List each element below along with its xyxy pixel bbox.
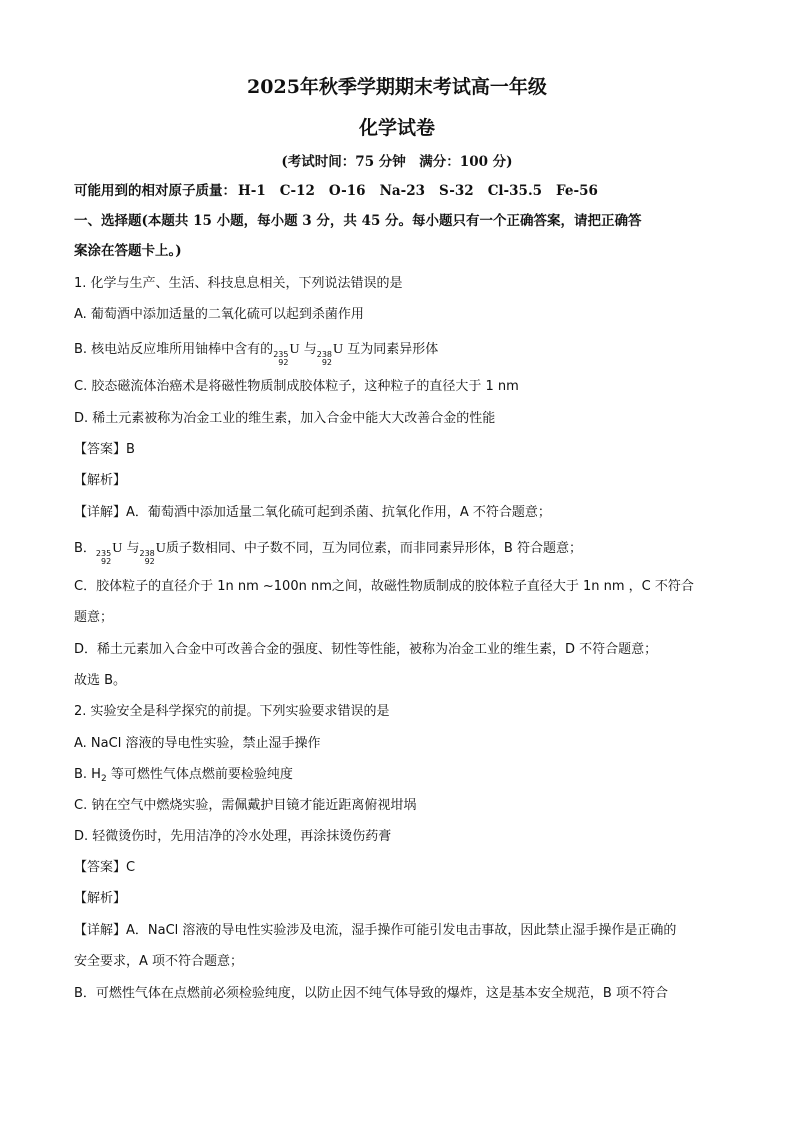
q1-option-b-text: 与 (303, 342, 317, 357)
q1-analysis-label: 【解析】 (74, 473, 127, 488)
atomic-mass-item: S-32 (439, 183, 474, 199)
q2-stem: 2. 实验安全是科学探究的前提。下列实验要求错误的是 (74, 704, 390, 719)
subscript: 2 (100, 774, 107, 784)
q2-detail-b: B．可燃性气体在点燃前必须检验纯度，以防止因不纯气体导致的爆炸，这是基本安全规范，B 项不符合 (74, 986, 668, 1001)
element-symbol: U (333, 342, 344, 357)
answer-value: C (126, 860, 136, 875)
element-symbol: U (155, 541, 166, 556)
atomic-mass-item: C-12 (279, 183, 315, 199)
atomic-mass-item: Na-23 (379, 183, 426, 199)
atomic-mass-item: O-16 (328, 183, 366, 199)
option-text: B. H (74, 767, 101, 782)
q2-option-c: C. 钠在空气中燃烧实验，需佩戴护目镜才能近距离俯视坩埚 (74, 798, 417, 813)
q1-detail-a (74, 504, 551, 522)
q1-answer (74, 441, 135, 459)
q2-option-b (74, 766, 293, 788)
atomic-mass-item: H-1 (238, 183, 266, 199)
element-symbol: U (112, 541, 123, 556)
atomic-number: 92 (321, 358, 333, 367)
q1-detail-d: D．稀土元素加入合金中可改善合金的强度、韧性等性能，被称为冶金工业的维生素，D 不符合题意； (74, 642, 658, 657)
exam-info: (考试时间：75 分钟 满分：100 分) (281, 154, 513, 170)
exam-title: 2025年秋季学期期末考试高一年级 (247, 76, 547, 98)
q1-option-b-text: B. 核电站反应堆所用铀棒中含有的 (74, 342, 274, 357)
nuclide-u238 (317, 341, 343, 367)
detail-text: B． (74, 541, 96, 556)
atomic-mass-line (74, 182, 612, 200)
option-text: 等可燃性气体点燃前要检验纯度 (106, 767, 293, 782)
answer-label: 【答案】 (74, 442, 127, 457)
detail-text: A．NaCl 溶液的导电性实验涉及电流，湿手操作可能引发电击事故，因此禁止湿手操作是正确的 (126, 923, 677, 938)
q1-option-a: A. 葡萄酒中添加适量的二氧化硫可以起到杀菌作用 (74, 307, 364, 322)
detail-text: A．葡萄酒中添加适量二氧化硫可起到杀菌、抗氧化作用，A 不符合题意； (126, 505, 551, 520)
detail-label: 【详解】 (74, 505, 127, 520)
q2-analysis-label: 【解析】 (74, 891, 127, 906)
q1-detail-c-line1: C．胶体粒子的直径介于 1n nm ~100n nm之间，故磁性物质制成的胶体粒子直径大于 1n nm ，C 不符合 (74, 579, 694, 594)
mass-number: 238 (316, 350, 333, 359)
q1-stem: 1. 化学与生产、生活、科技息息相关，下列说法错误的是 (74, 276, 403, 291)
mass-number: 238 (139, 549, 155, 558)
nuclide-u235 (273, 341, 299, 367)
q2-detail-a-line2: 安全要求，A 项不符合题意； (74, 954, 244, 969)
section-heading-line1: 一、选择题(本题共 15 小题，每小题 3 分，共 45 分。每小题只有一个正确答案，请把正确答 (74, 213, 642, 229)
subject-title: 化学试卷 (358, 117, 435, 139)
atomic-number: 92 (101, 557, 112, 566)
q1-detail-c-line2: 题意； (74, 610, 114, 625)
atomic-mass-label: 可能用到的相对原子质量： (74, 183, 236, 199)
nuclide-u235 (96, 540, 122, 566)
q1-option-c: C. 胶态磁流体治癌术是将磁性物质制成胶体粒子，这种粒子的直径大于 1 nm (74, 379, 519, 394)
atomic-mass-item: Fe-56 (556, 183, 598, 199)
q1-detail-b (74, 540, 582, 566)
q2-option-d: D. 轻微烫伤时，先用洁净的冷水处理，再涂抹烫伤药膏 (74, 829, 392, 844)
atomic-mass-item: Cl-35.5 (487, 183, 543, 199)
atomic-number: 92 (278, 358, 289, 367)
mass-number: 235 (95, 549, 112, 558)
q1-option-b-text: 互为同素异形体 (347, 342, 439, 357)
detail-text: 与 (126, 541, 140, 556)
q1-conclusion: 故选 B。 (74, 673, 127, 688)
q2-option-a: A. NaCl 溶液的导电性实验，禁止湿手操作 (74, 736, 321, 751)
detail-label: 【详解】 (74, 923, 127, 938)
nuclide-u238 (139, 540, 165, 566)
atomic-number: 92 (144, 557, 155, 566)
answer-value: B (126, 442, 135, 457)
detail-text: 质子数相同、中子数不同，互为同位素，而非同素异形体，B 符合题意； (165, 541, 582, 556)
mass-number: 235 (273, 350, 289, 359)
section-heading-line2: 案涂在答题卡上。) (74, 243, 182, 259)
element-symbol: U (289, 342, 300, 357)
q2-answer (74, 859, 135, 877)
q1-option-b (74, 341, 438, 367)
answer-label: 【答案】 (74, 860, 127, 875)
q1-option-d: D. 稀土元素被称为冶金工业的维生素，加入合金中能大大改善合金的性能 (74, 411, 496, 426)
q2-detail-a-line1 (74, 922, 676, 940)
